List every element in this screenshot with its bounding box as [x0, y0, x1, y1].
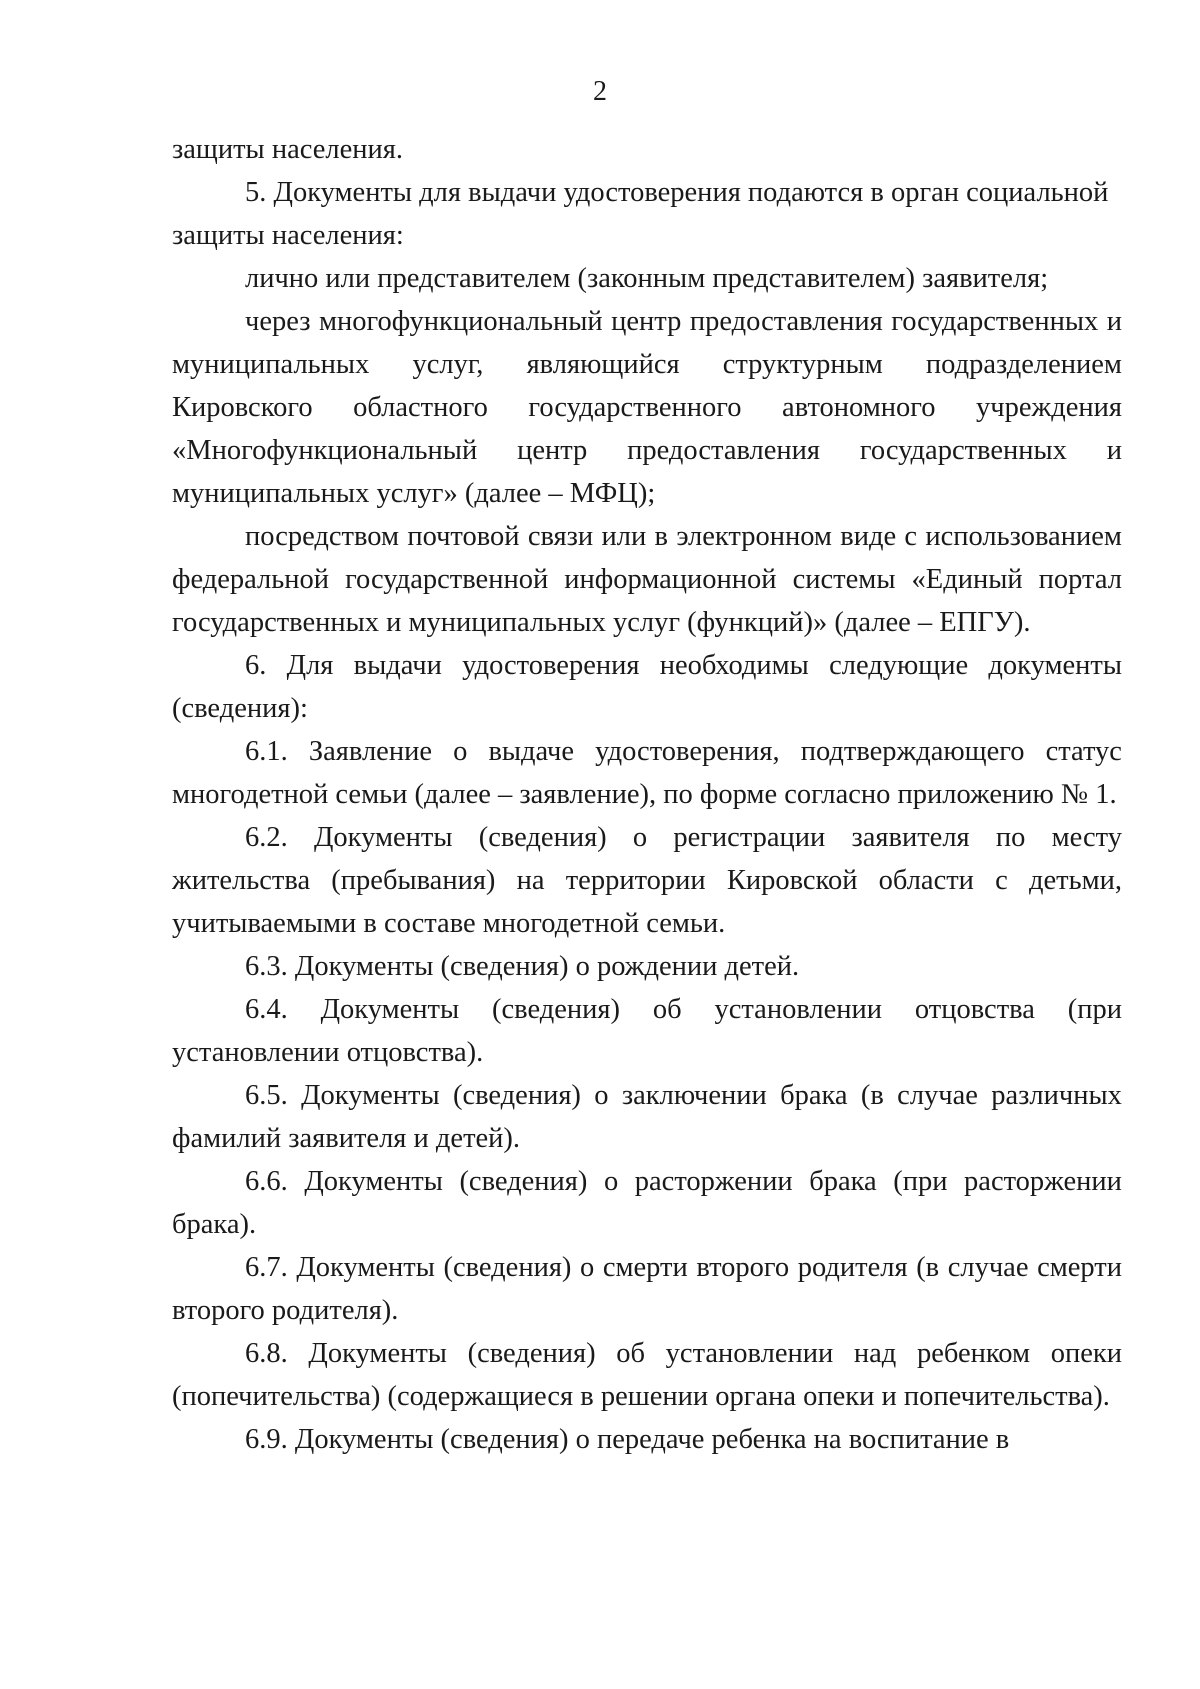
text-word: документы [988, 650, 1122, 681]
text-word: с [904, 521, 918, 552]
text-line: 6.9. Документы (сведения) о передаче ребенка на воспитание в [245, 1424, 1010, 1455]
text-line: (сведения): [172, 693, 308, 724]
text-word: случае [897, 1080, 978, 1111]
text-word: являющийся [526, 349, 680, 380]
text-line: 5. Документы для выдачи удостоверения подаются в орган социальной [245, 177, 1109, 208]
text-word: статус [1045, 736, 1122, 767]
text-word: виде [840, 521, 897, 552]
text-word: брака [780, 1080, 848, 1111]
text-word: центр [517, 435, 588, 466]
text-word: и [1106, 306, 1122, 337]
text-word: области [878, 865, 974, 896]
text-line [245, 646, 1122, 686]
text-word: электронном [676, 521, 832, 552]
text-word: муниципальных [172, 349, 370, 380]
text-line [245, 990, 1122, 1030]
text-word: федеральной [172, 564, 330, 595]
text-word: 6.8. [245, 1338, 288, 1369]
text-word: Документы [304, 1166, 443, 1197]
text-word: системы [792, 564, 896, 595]
text-word: использованием [925, 521, 1122, 552]
text-word: учреждения [976, 392, 1122, 423]
text-word: (сведения) [467, 1338, 596, 1369]
text-line: муниципальных услуг» (далее – МФЦ); [172, 478, 656, 509]
text-word: подразделением [925, 349, 1122, 380]
text-word: (сведения) [478, 822, 607, 853]
text-word: о [603, 1166, 619, 1197]
text-line [245, 1334, 1122, 1374]
text-line [172, 345, 1122, 385]
text-word: различных [991, 1080, 1122, 1111]
text-word: Заявление [308, 736, 432, 767]
text-line [245, 517, 1122, 557]
text-line [245, 302, 1122, 342]
text-word: (в [860, 1080, 884, 1111]
text-word: «Единый [911, 564, 1023, 595]
text-word: областного [353, 392, 488, 423]
text-line: второго родителя). [172, 1295, 399, 1326]
text-word: о [594, 1080, 609, 1111]
text-word: территории [565, 865, 706, 896]
text-word: случае [947, 1252, 1029, 1283]
text-line: (попечительства) (содержащиеся в решении органа опеки и попечительства). [172, 1381, 1110, 1412]
text-word: Кировского [172, 392, 313, 423]
text-word: «Многофункциональный [172, 435, 478, 466]
text-word: Для [286, 650, 334, 681]
text-word: на [516, 865, 545, 896]
text-word: 6.2. [245, 822, 288, 853]
text-word: (пребывания) [331, 865, 496, 896]
text-line: государственных и муниципальных услуг (функций)» (далее – ЕПГУ). [172, 607, 1031, 638]
text-word: выдаче [488, 736, 575, 767]
text-word: о [632, 822, 648, 853]
text-word: Документы [320, 994, 460, 1025]
text-word: с [995, 865, 1008, 896]
text-line: 6.3. Документы (сведения) о рождении детей. [245, 951, 800, 982]
text-word: регистрации [673, 822, 826, 853]
text-word: по [995, 822, 1026, 853]
text-word: государственных [859, 435, 1067, 466]
text-word: следующие [829, 650, 969, 681]
text-word: подтверждающего [800, 736, 1025, 767]
text-word: предоставления [627, 435, 821, 466]
text-word: об [652, 994, 682, 1025]
text-word: установлении [714, 994, 883, 1025]
text-word: Документы [313, 822, 453, 853]
text-word: заключении [621, 1080, 767, 1111]
text-word: удостоверения [462, 650, 640, 681]
text-word: центр [611, 306, 682, 337]
text-word: необходимы [659, 650, 809, 681]
text-word: услуг, [412, 349, 484, 380]
text-word: 6. [245, 650, 267, 681]
text-word: Кировской [726, 865, 858, 896]
text-word: родителя [797, 1252, 908, 1283]
text-word: опеки [1050, 1338, 1122, 1369]
text-word: почтовой [407, 521, 520, 552]
text-word: (в [916, 1252, 940, 1283]
text-line [245, 1248, 1122, 1288]
text-word: (сведения) [492, 994, 620, 1025]
text-word: ребенком [916, 1338, 1031, 1369]
text-word: предоставления [689, 306, 883, 337]
text-word: брака [809, 1166, 877, 1197]
text-word: о [453, 736, 468, 767]
text-line [245, 1162, 1122, 1202]
text-line: установлении отцовства). [172, 1037, 484, 1068]
text-word: 6.7. [245, 1252, 288, 1283]
text-word: месту [1051, 822, 1122, 853]
text-word: через [245, 306, 311, 337]
text-word: государственного [528, 392, 742, 423]
text-word: (сведения) [452, 1080, 581, 1111]
text-word: над [853, 1338, 897, 1369]
text-word: государственных [891, 306, 1099, 337]
text-word: информационной [564, 564, 777, 595]
text-word: структурным [722, 349, 883, 380]
text-word: или [601, 521, 647, 552]
text-line: учитываемыми в составе многодетной семьи. [172, 908, 726, 939]
text-line: лично или представителем (законным представителем) заявителя; [245, 263, 1049, 294]
text-line: защиты населения: [172, 220, 404, 251]
text-word: смерти [602, 1252, 688, 1283]
text-word: посредством [245, 521, 399, 552]
text-word: расторжении [634, 1166, 793, 1197]
text-word: Документы [301, 1080, 440, 1111]
text-line [172, 431, 1122, 471]
text-word: (сведения) [443, 1252, 572, 1283]
text-line: защиты населения. [172, 134, 403, 165]
text-word: жительства [172, 865, 311, 896]
text-word: расторжении [964, 1166, 1122, 1197]
text-word: (при [1067, 994, 1122, 1025]
text-word: заявителя [851, 822, 970, 853]
text-word: автономного [782, 392, 936, 423]
text-word: в [654, 521, 669, 552]
text-word: 6.1. [245, 736, 288, 767]
text-line: брака). [172, 1209, 257, 1240]
text-word: Документы [308, 1338, 447, 1369]
text-word: о [580, 1252, 595, 1283]
text-line [172, 861, 1122, 901]
text-word: портал [1038, 564, 1122, 595]
text-word: 6.5. [245, 1080, 288, 1111]
text-word: детьми, [1028, 865, 1122, 896]
text-line [245, 732, 1122, 772]
text-word: государственной [345, 564, 549, 595]
text-word: выдачи [353, 650, 442, 681]
text-line [172, 388, 1122, 428]
text-word: многофункциональный [318, 306, 603, 337]
text-word: об [616, 1338, 646, 1369]
text-word: 6.4. [245, 994, 288, 1025]
text-word: связи [527, 521, 594, 552]
text-word: смерти [1037, 1252, 1122, 1283]
text-line: фамилий заявителя и детей). [172, 1123, 521, 1154]
text-line: многодетной семьи (далее – заявление), по форме согласно приложению № 1. [172, 779, 1117, 810]
text-line [172, 560, 1122, 600]
text-word: и [1106, 435, 1122, 466]
text-word: Документы [296, 1252, 435, 1283]
text-line [245, 818, 1122, 858]
text-word: удостоверения, [595, 736, 780, 767]
text-word: 6.6. [245, 1166, 288, 1197]
text-line [245, 1076, 1122, 1116]
text-word: (сведения) [459, 1166, 588, 1197]
text-word: установлении [665, 1338, 834, 1369]
text-word: второго [696, 1252, 790, 1283]
text-word: (при [893, 1166, 948, 1197]
page-number: 2 [593, 76, 607, 107]
text-word: отцовства [914, 994, 1035, 1025]
